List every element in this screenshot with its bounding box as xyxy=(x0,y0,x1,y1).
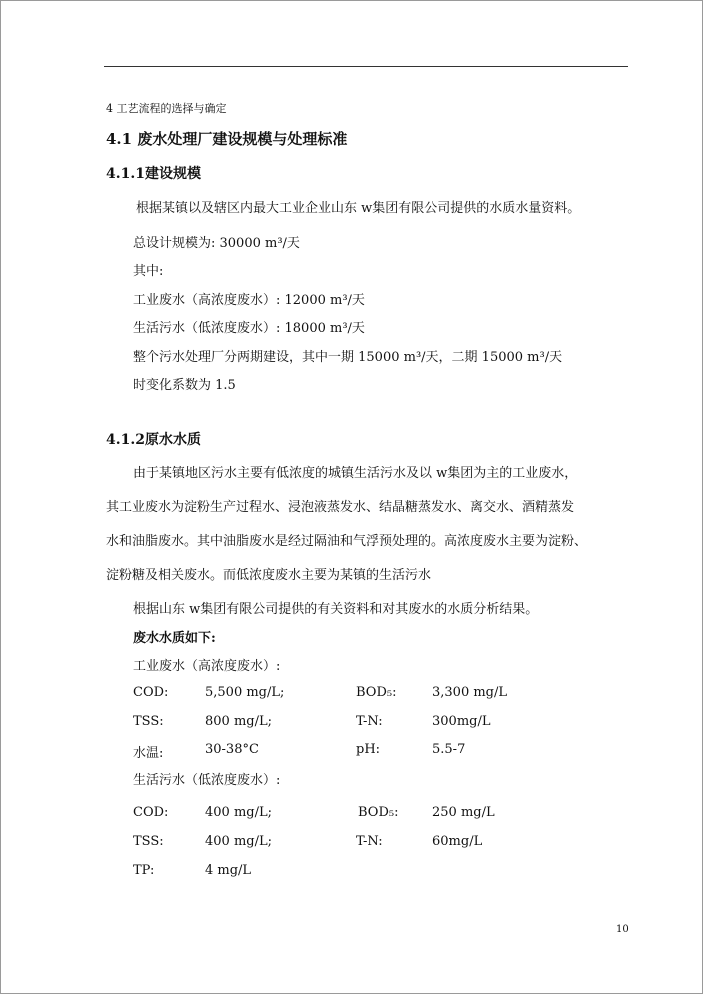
param-value: 250 mg/L xyxy=(432,805,495,820)
industrial-title: 工业废水（高浓度废水）: xyxy=(133,659,281,674)
quality-heading: 废水水质如下: xyxy=(133,631,216,646)
scale-intro: 根据某镇以及辖区内最大工业企业山东 w集团有限公司提供的水质水量资料。 xyxy=(136,201,581,216)
scale-line: 总设计规模为: 30000 m³/天 xyxy=(133,236,300,251)
scale-line: 时变化系数为 1.5 xyxy=(133,378,236,393)
param-value: 5.5-7 xyxy=(432,742,466,757)
param-label: TP: xyxy=(133,863,155,878)
param-value: 4 mg/L xyxy=(205,863,252,878)
param-label: TSS: xyxy=(133,714,164,729)
param-label: BOD₅: xyxy=(358,805,399,820)
param-value: 3,300 mg/L xyxy=(432,685,508,700)
scale-line: 整个污水处理厂分两期建设，其中一期 15000 m³/天，二期 15000 m³/天 xyxy=(133,350,563,365)
param-label: T-N: xyxy=(356,714,383,729)
param-value: 400 mg/L; xyxy=(205,805,272,820)
quality-paragraph-line: 由于某镇地区污水主要有低浓度的城镇生活污水及以 w集团为主的工业废水， xyxy=(133,466,578,481)
section-4-1-heading: 4.1 废水处理厂建设规模与处理标准 xyxy=(106,130,348,148)
scale-line: 生活污水（低浓度废水）: 18000 m³/天 xyxy=(133,321,365,336)
chapter-heading: 4 工艺流程的选择与确定 xyxy=(106,102,227,115)
param-value: 60mg/L xyxy=(432,834,483,849)
param-label: BOD₅: xyxy=(356,685,397,700)
param-value: 5,500 mg/L; xyxy=(205,685,285,700)
param-label: COD: xyxy=(133,685,169,700)
section-4-1-1-heading: 4.1.1建设规模 xyxy=(106,166,201,182)
section-4-1-2-heading: 4.1.2原水水质 xyxy=(106,432,201,448)
param-label: T-N: xyxy=(356,834,383,849)
param-value: 400 mg/L; xyxy=(205,834,272,849)
quality-paragraph-line: 水和油脂废水。其中油脂废水是经过隔油和气浮预处理的。高浓度废水主要为淀粉、 xyxy=(106,534,588,549)
domestic-title: 生活污水（低浓度废水）: xyxy=(133,773,281,788)
quality-paragraph-line: 淀粉糖及相关废水。而低浓度废水主要为某镇的生活污水 xyxy=(106,568,432,583)
param-value: 800 mg/L; xyxy=(205,714,272,729)
param-label: COD: xyxy=(133,805,169,820)
param-value: 300mg/L xyxy=(432,714,491,729)
param-value: 30-38°C xyxy=(205,742,259,757)
header-rule xyxy=(104,66,628,67)
quality-paragraph-line: 其工业废水为淀粉生产过程水、浸泡液蒸发水、结晶糖蒸发水、离交水、酒精蒸发 xyxy=(106,500,575,515)
scale-line: 其中: xyxy=(133,264,164,279)
param-label: 水温: xyxy=(133,746,164,761)
analysis-intro: 根据山东 w集团有限公司提供的有关资料和对其废水的水质分析结果。 xyxy=(133,602,539,617)
page-number: 10 xyxy=(616,924,629,935)
param-label: TSS: xyxy=(133,834,164,849)
param-label: pH: xyxy=(356,742,381,757)
scale-line: 工业废水（高浓度废水）: 12000 m³/天 xyxy=(133,293,365,308)
